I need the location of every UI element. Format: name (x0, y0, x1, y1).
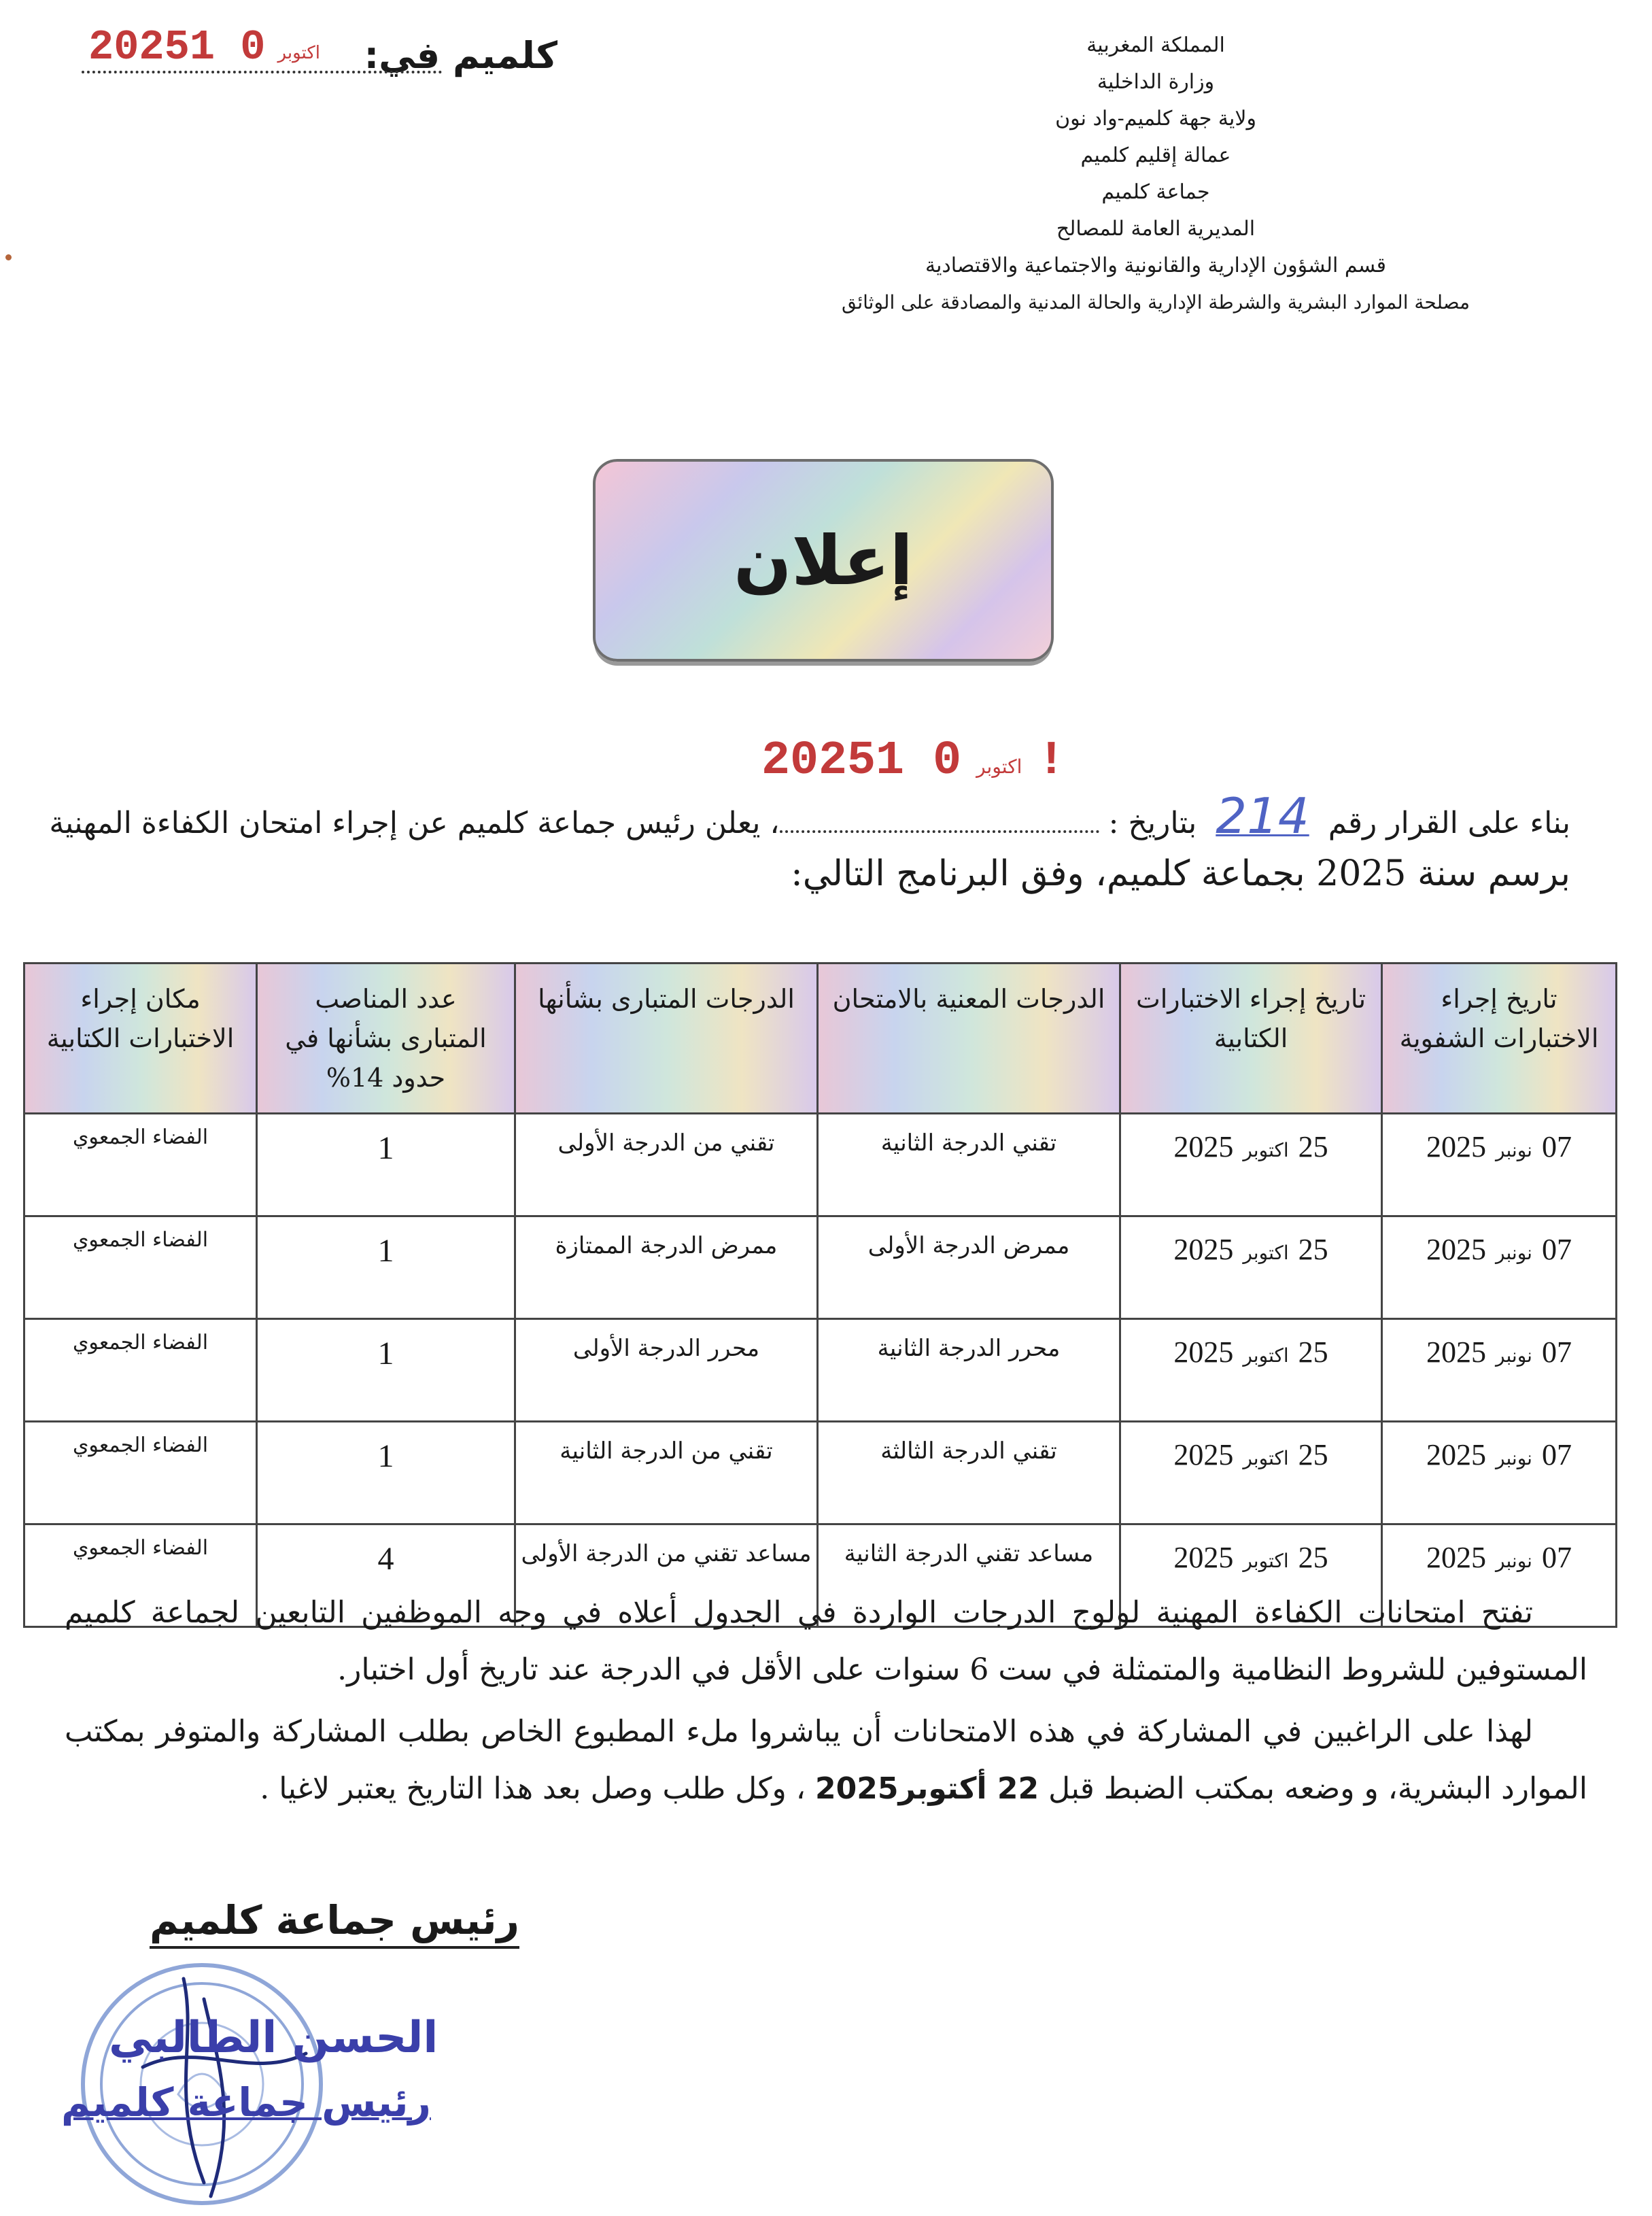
application-text: لهذا على الراغبين في المشاركة في هذه الامتحانات أن يباشروا ملء المطبوع الخاص بطلب المشاركة والمتوفر بمكتب الموارد البشرية، و وضعه بمكتب الضبط قبل (65, 1714, 1587, 1806)
posts-cell: 4 (257, 1524, 515, 1627)
current-grade-cell: ممرض الدرجة الأولى (818, 1216, 1120, 1319)
oral-year: 2025 (1426, 1130, 1487, 1163)
header-line-province: عمالة إقليم كلميم (1080, 143, 1231, 167)
target-grade-cell: تقني من الدرجة الأولى (515, 1114, 818, 1216)
place-cell: الفضاء الجمعوي (24, 1422, 257, 1524)
written-month: اكتوبر (1243, 1447, 1289, 1469)
header-written-date: تاريخ إجراء الاختبارات الكتابية (1120, 964, 1382, 1114)
date-stamp-month: اكتوبر (277, 43, 320, 63)
oral-year: 2025 (1426, 1233, 1487, 1266)
current-grade-cell: تقني الدرجة الثانية (818, 1114, 1120, 1216)
written-month: اكتوبر (1243, 1344, 1289, 1367)
written-year: 2025 (1173, 1438, 1234, 1471)
header-line-division: قسم الشؤون الإدارية والقانونية والاجتماعية والاقتصادية (925, 254, 1386, 277)
table-row (24, 1422, 1617, 1524)
intro-date-label: بتاريخ : (1108, 806, 1197, 840)
oral-month: نونبر (1496, 1344, 1532, 1367)
oral-year: 2025 (1426, 1335, 1487, 1369)
date-stamp (88, 23, 332, 71)
intro-date-dots (780, 815, 1099, 833)
header-oral-date: تاريخ إجراء الاختبارات الشفوية (1382, 964, 1617, 1114)
intro-stamp-day: 0 1! (876, 734, 1066, 788)
written-day: 25 (1298, 1233, 1328, 1266)
written-day: 25 (1298, 1335, 1328, 1369)
scan-mark (5, 254, 12, 260)
target-grade-cell: محرر الدرجة الأولى (515, 1319, 818, 1422)
table-row (24, 1114, 1617, 1216)
place-cell: الفضاء الجمعوي (24, 1216, 257, 1319)
written-date-cell (1120, 1319, 1382, 1422)
announcement-title: إعلان (734, 520, 913, 600)
oral-year: 2025 (1426, 1438, 1487, 1471)
oral-day: 07 (1541, 1130, 1572, 1163)
application-paragraph (65, 1703, 1587, 1818)
written-year: 2025 (1173, 1130, 1234, 1163)
table-row (24, 1216, 1617, 1319)
intro-stamp-month: اكتوبر (976, 755, 1022, 778)
target-grade-cell: مساعد تقني من الدرجة الأولى (515, 1524, 818, 1627)
place-cell: الفضاء الجمعوي (24, 1319, 257, 1422)
header-line-directorate: المديرية العامة للمصالح (1056, 217, 1256, 241)
written-day: 25 (1298, 1438, 1328, 1471)
written-year: 2025 (1173, 1335, 1234, 1369)
written-date-cell (1120, 1422, 1382, 1524)
announcement-title-box (593, 459, 1054, 662)
signatory-role: رئيس جماعة كلميم (61, 2079, 431, 2126)
oral-month: نونبر (1496, 1242, 1532, 1264)
header-line-region: ولاية جهة كلميم-واد نون (1055, 107, 1256, 131)
place-cell: الفضاء الجمعوي (24, 1114, 257, 1216)
intro-date-stamp (761, 734, 1065, 788)
decision-number: 214 (1216, 787, 1309, 845)
place-cell: الفضاء الجمعوي (24, 1524, 257, 1627)
oral-date-cell (1382, 1422, 1617, 1524)
oral-month: نونبر (1496, 1139, 1532, 1161)
intro-stamp-year: 2025 (761, 734, 876, 788)
current-grade-cell: تقني الدرجة الثالثة (818, 1422, 1120, 1524)
header-line-commune: جماعة كلميم (1101, 180, 1210, 204)
written-year: 2025 (1173, 1233, 1234, 1266)
oral-day: 07 (1541, 1233, 1572, 1266)
application-deadline: 22 أكتوبر2025 (815, 1771, 1039, 1806)
date-stamp-year: 2025 (88, 23, 190, 71)
oral-date-cell (1382, 1216, 1617, 1319)
current-grade-cell: محرر الدرجة الثانية (818, 1319, 1120, 1422)
table-header-row (24, 964, 1617, 1114)
signatory-name: الحسن الطالبي (109, 2013, 438, 2063)
header-current-grade: الدرجات المعنية بالامتحان (818, 964, 1120, 1114)
written-day: 25 (1298, 1541, 1328, 1574)
written-date-cell (1120, 1114, 1382, 1216)
administrative-header (816, 27, 1496, 321)
place-and-date (82, 23, 557, 88)
intro-sentence-continued: برسم سنة 2025 بجماعة كلميم، وفق البرنامج التالي: (791, 853, 1570, 894)
target-grade-cell: ممرض الدرجة الممتازة (515, 1216, 818, 1319)
eligibility-paragraph: تفتح امتحانات الكفاءة المهنية لولوج الدرجات الواردة في الجدول أعلاه في وجه الموظفين التابعين لجماعة كلميم المستوفين للشروط النظامية والمتمثلة في ست 6 سنوات على الأقل في الدرجة عند تاريخ أول اختبار. (65, 1595, 1587, 1687)
header-posts: عدد المناصب المتبارى بشأنها في حدود 14% (257, 964, 515, 1114)
date-stamp-day: 0 1 (189, 23, 266, 71)
exam-schedule-table (23, 962, 1617, 1628)
posts-cell: 1 (257, 1422, 515, 1524)
table-row (24, 1319, 1617, 1422)
oral-day: 07 (1541, 1438, 1572, 1471)
oral-year: 2025 (1426, 1541, 1487, 1574)
oral-day: 07 (1541, 1541, 1572, 1574)
oral-date-cell (1382, 1319, 1617, 1422)
header-line-ministry: وزارة الداخلية (1097, 70, 1215, 94)
header-line-service: مصلحة الموارد البشرية والشرطة الإدارية والحالة المدنية والمصادقة على الوثائق (841, 291, 1470, 313)
oral-month: نونبر (1496, 1447, 1532, 1469)
written-date-cell (1120, 1216, 1382, 1319)
posts-cell: 1 (257, 1114, 515, 1216)
oral-day: 07 (1541, 1335, 1572, 1369)
target-grade-cell: تقني من الدرجة الثانية (515, 1422, 818, 1524)
city-label: كلميم في: (364, 34, 557, 77)
oral-date-cell (1382, 1114, 1617, 1216)
written-month: اكتوبر (1243, 1139, 1289, 1161)
intro-suffix: ، يعلن رئيس جماعة كلميم عن إجراء امتحان الكفاءة المهنية (49, 806, 780, 840)
application-text-end: ، وكل طلب وصل بعد هذا التاريخ يعتبر لاغيا . (260, 1771, 806, 1806)
posts-cell: 1 (257, 1216, 515, 1319)
posts-cell: 1 (257, 1319, 515, 1422)
written-year: 2025 (1173, 1541, 1234, 1574)
oral-month: نونبر (1496, 1550, 1532, 1572)
written-month: اكتوبر (1243, 1550, 1289, 1572)
signature-title: رئيس جماعة كلميم (150, 1897, 519, 1949)
intro-prefix: بناء على القرار رقم (1328, 806, 1570, 840)
intro-sentence (49, 787, 1570, 845)
header-place: مكان إجراء الاختبارات الكتابية (24, 964, 257, 1114)
written-day: 25 (1298, 1130, 1328, 1163)
header-line-kingdom: المملكة المغربية (1086, 33, 1225, 57)
written-month: اكتوبر (1243, 1242, 1289, 1264)
header-target-grade: الدرجات المتبارى بشأنها (515, 964, 818, 1114)
current-grade-cell: مساعد تقني الدرجة الثانية (818, 1524, 1120, 1627)
